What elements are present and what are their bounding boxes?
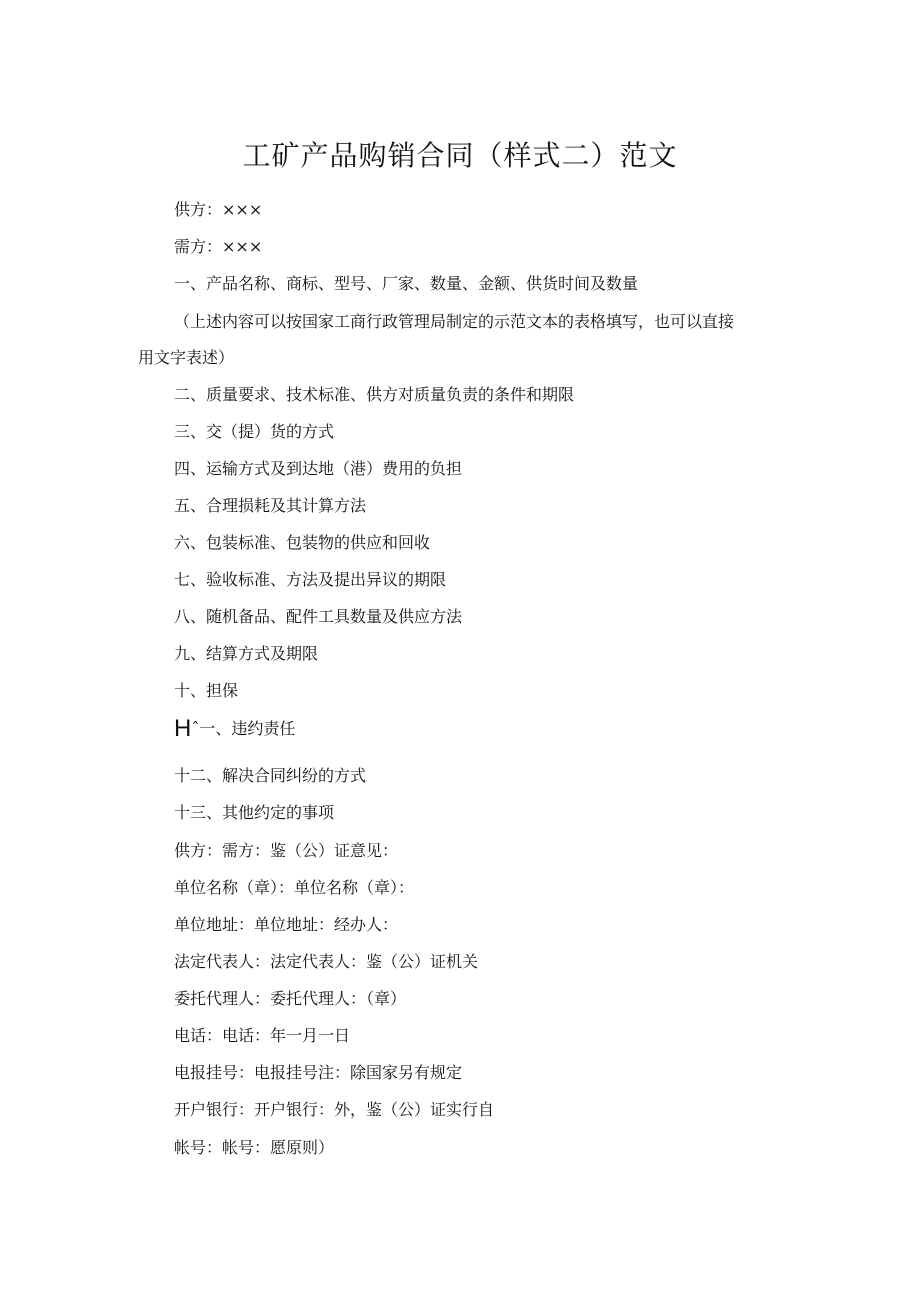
- signature-line-5: 委托代理人：委托代理人：（章）: [174, 989, 407, 1008]
- buyer-line: 需方：×××: [174, 237, 263, 256]
- clause-4: 四、运输方式及到达地（港）费用的负担: [174, 459, 463, 478]
- clause-7: 七、验收标准、方法及提出异议的期限: [174, 570, 447, 589]
- signature-line-9: 帐号：帐号：愿原则）: [174, 1138, 335, 1157]
- document-title: 工矿产品购销合同（样式二）范文: [242, 139, 678, 172]
- clause-5: 五、合理损耗及其计算方法: [174, 496, 367, 515]
- clause-11-prefix: H: [174, 715, 192, 742]
- signature-line-3: 单位地址：单位地址：经办人：: [174, 915, 399, 934]
- clause-1-note-line1: （上述内容可以按国家工商行政管理局制定的示范文本的表格填写，也可以直接: [174, 312, 735, 331]
- signature-line-2: 单位名称（章）：单位名称（章）：: [174, 878, 415, 897]
- clause-2: 二、质量要求、技术标准、供方对质量负责的条件和期限: [174, 385, 575, 404]
- supplier-line: 供方：×××: [174, 200, 263, 219]
- clause-12: 十二、解决合同纠纷的方式: [174, 766, 367, 785]
- clause-1-note-line2: 用文字表述）: [138, 348, 235, 367]
- signature-line-7: 电报挂号：电报挂号注：除国家另有规定: [174, 1063, 463, 1082]
- signature-line-6: 电话：电话：年一月一日: [174, 1026, 351, 1045]
- clause-3: 三、交（提）货的方式: [174, 422, 335, 441]
- clause-9: 九、结算方式及期限: [174, 644, 319, 663]
- signature-line-1: 供方：需方：鉴（公）证意见：: [174, 841, 399, 860]
- clause-10: 十、担保: [174, 681, 239, 700]
- signature-line-4: 法定代表人：法定代表人：鉴（公）证机关: [174, 952, 479, 971]
- signature-line-8: 开户银行：开户银行：外，鉴（公）证实行自: [174, 1100, 495, 1119]
- clause-11-text: ˆ一、违约责任: [191, 719, 296, 738]
- clause-6: 六、包装标准、包装物的供应和回收: [174, 533, 431, 552]
- clause-8: 八、随机备品、配件工具数量及供应方法: [174, 607, 463, 626]
- clause-13: 十三、其他约定的事项: [174, 803, 335, 822]
- clause-1: 一、产品名称、商标、型号、厂家、数量、金额、供货时间及数量: [174, 274, 639, 293]
- clause-11: [174, 715, 295, 743]
